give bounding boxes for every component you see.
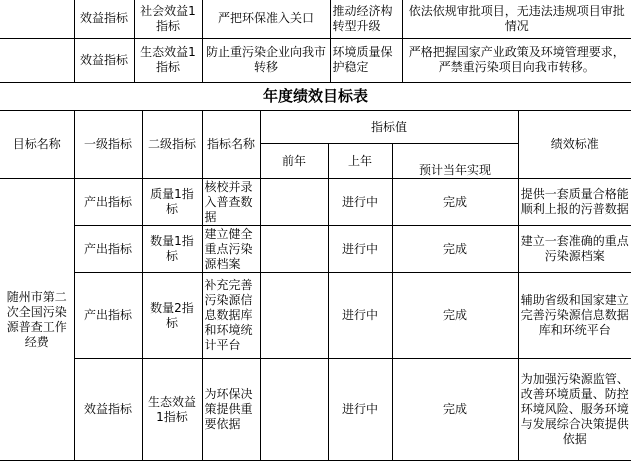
level2-cell: 数量1指标 (142, 226, 202, 273)
table-row (0, 359, 631, 461)
table-row (0, 226, 631, 273)
header-level2: 二级指标 (142, 111, 202, 179)
level1-cell: 产出指标 (74, 226, 142, 273)
last-year-cell: 进行中 (328, 226, 392, 273)
header-level1: 一级指标 (74, 111, 142, 179)
indicator-cell: 补充完善污染源信息数据库和环境统计平台 (202, 273, 260, 359)
last-year-cell: 进行中 (328, 273, 392, 359)
level1-cell: 产出指标 (74, 273, 142, 359)
standard-cell: 为加强污染源监管、改善环境质量、防控环境风险、服务环境与发展综合决策提供依据 (518, 359, 631, 461)
prev-year-cell (260, 273, 328, 359)
expected-cell: 完成 (392, 226, 518, 273)
header-row (0, 111, 631, 144)
level1-cell: 产出指标 (74, 179, 142, 226)
last-year-cell: 进行中 (328, 359, 392, 461)
level1-cell: 效益指标 (74, 38, 134, 82)
value-cell: 环境质量保护稳定 (330, 38, 402, 82)
header-indicator-name: 指标名称 (202, 111, 260, 179)
header-prev-year: 前年 (260, 144, 328, 179)
table-row (0, 273, 631, 359)
performance-table (0, 110, 631, 461)
header-goal-name: 目标名称 (0, 111, 74, 179)
indicator-cell: 建立健全重点污染源档案 (202, 226, 260, 273)
level2-cell: 社会效益1指标 (134, 0, 202, 38)
level1-cell: 效益指标 (74, 359, 142, 461)
goal-name-cell: 随州市第二次全国污染源普查工作经费 (0, 179, 74, 461)
empty-cell (0, 38, 74, 82)
expected-cell: 完成 (392, 179, 518, 226)
section-title: 年度绩效目标表 (262, 87, 368, 105)
top-row (0, 38, 631, 82)
level2-cell: 生态效益1指标 (142, 359, 202, 461)
level2-cell: 质量1指标 (142, 179, 202, 226)
header-last-year: 上年 (328, 144, 392, 179)
prev-year-cell (260, 226, 328, 273)
last-year-cell: 进行中 (328, 179, 392, 226)
expected-cell: 完成 (392, 359, 518, 461)
standard-cell: 提供一套质量合格能顺利上报的污普数据 (518, 179, 631, 226)
level2-cell: 生态效益1指标 (134, 38, 202, 82)
standard-cell: 依法依规审批项目，无违法违规项目审批情况 (402, 0, 631, 38)
indicator-cell: 严把环保准入关口 (202, 0, 330, 38)
level1-cell: 效益指标 (74, 0, 134, 38)
indicator-cell: 防止重污染企业向我市转移 (202, 38, 330, 82)
table-row (0, 179, 631, 226)
standard-cell: 建立一套准确的重点污染源档案 (518, 226, 631, 273)
expected-cell: 完成 (392, 273, 518, 359)
header-expected: 预计当年实现 (392, 144, 518, 179)
top-row (0, 0, 631, 38)
top-table (0, 0, 631, 83)
header-standard: 绩效标准 (518, 111, 631, 179)
header-indicator-value: 指标值 (260, 111, 518, 144)
prev-year-cell (260, 179, 328, 226)
prev-year-cell (260, 359, 328, 461)
empty-cell (0, 0, 74, 38)
value-cell: 推动经济构转型升级 (330, 0, 402, 38)
indicator-cell: 为环保决策提供重要依据 (202, 359, 260, 461)
standard-cell: 严格把握国家产业政策及环境管理要求，严禁重污染项目向我市转移。 (402, 38, 631, 82)
indicator-cell: 核校并录入普查数据 (202, 179, 260, 226)
standard-cell: 辅助省级和国家建立完善污染源信息数据库和环统平台 (518, 273, 631, 359)
level2-cell: 数量2指标 (142, 273, 202, 359)
